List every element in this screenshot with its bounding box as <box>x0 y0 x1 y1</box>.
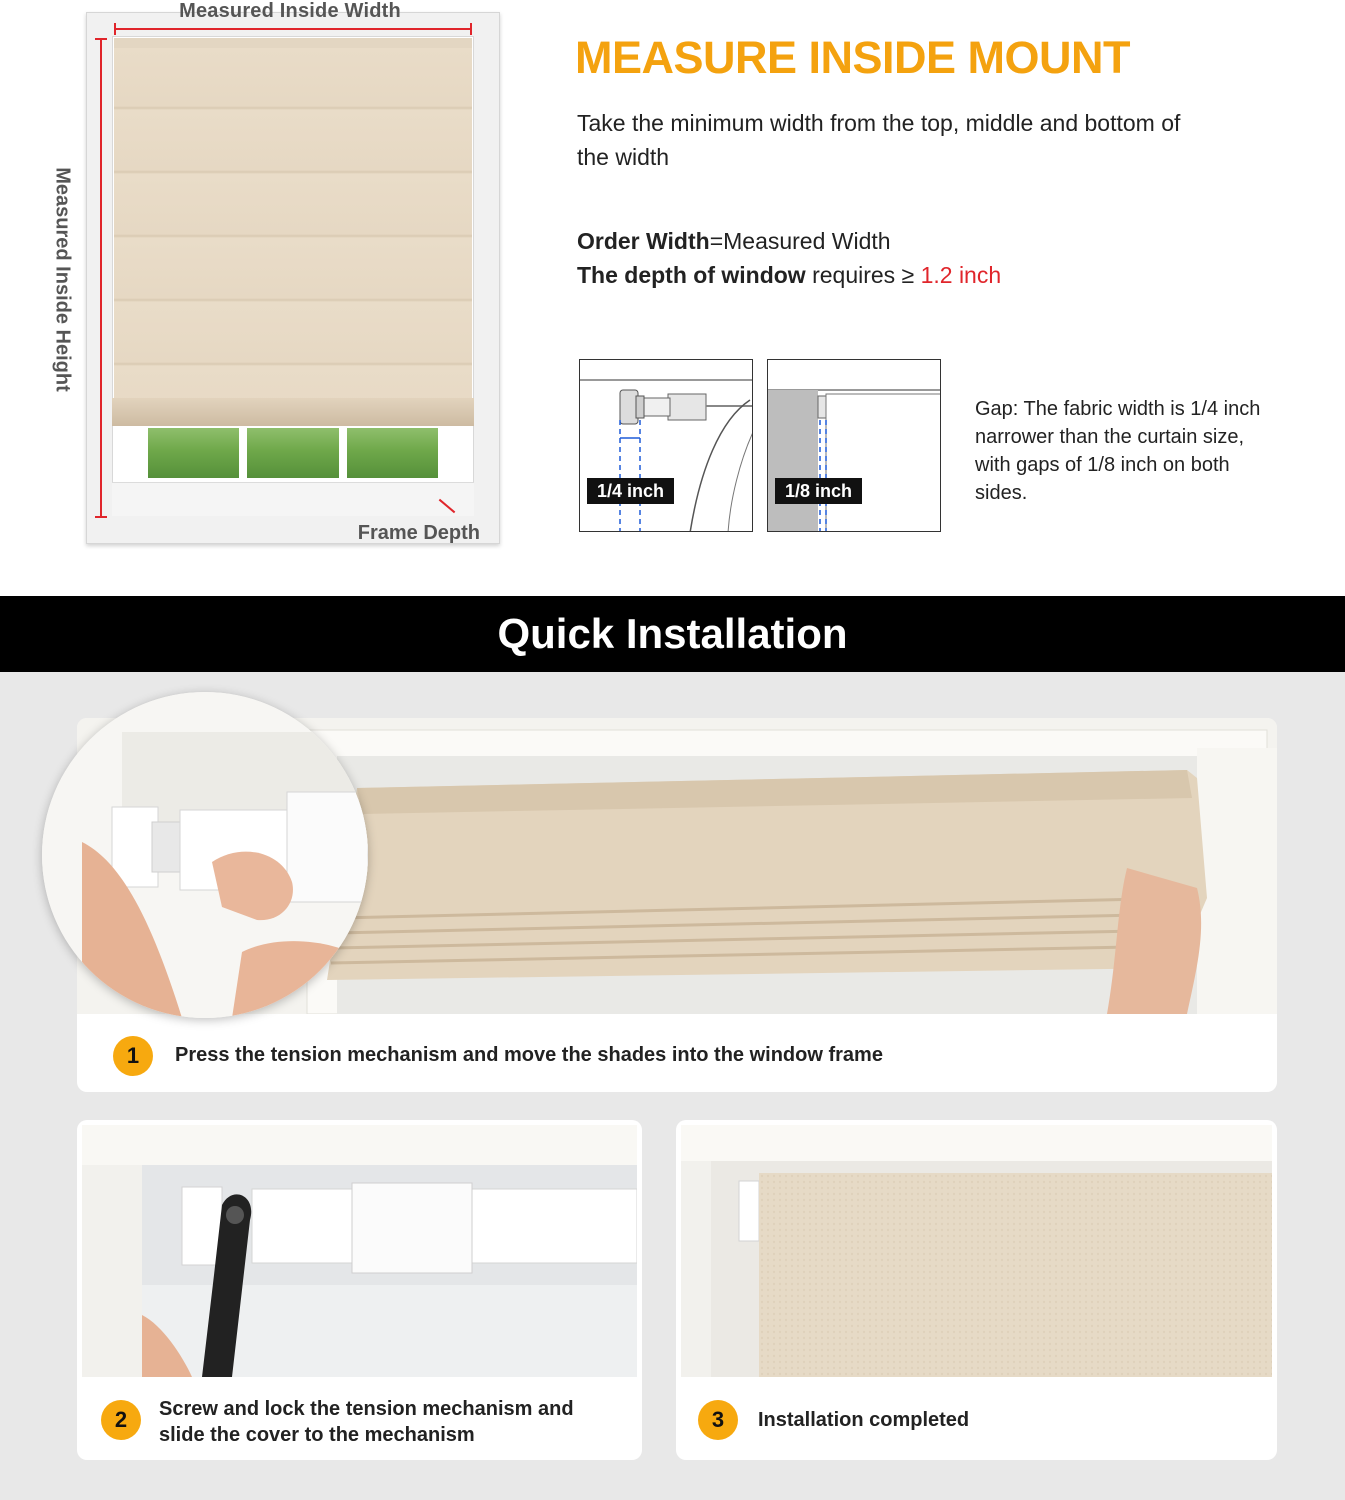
order-width-line <box>577 224 1001 258</box>
closeup-photo <box>42 692 368 1018</box>
gap-diagram-eighth-inch <box>767 359 941 532</box>
height-dimension-line <box>100 38 102 518</box>
window-panes <box>144 424 442 482</box>
install-step-3-card <box>676 1120 1277 1460</box>
gap-explanation-text: Gap: The fabric width is 1/4 inch narrower than the curtain size, with gaps of 1/8 inch on both sides. <box>975 398 1261 504</box>
window-sill <box>112 482 474 516</box>
step-3-photo <box>681 1125 1272 1377</box>
lock-mechanism-photo <box>82 1125 637 1377</box>
window-depth-label: The depth of window <box>577 262 806 288</box>
step-1-text: Press the tension mechanism and move the shades into the window frame <box>175 1044 883 1066</box>
gap-diagram-quarter-inch <box>579 359 753 532</box>
order-width-label: Order Width <box>577 228 710 254</box>
window-pane <box>347 428 438 478</box>
frame-depth-label: Frame Depth <box>357 522 480 544</box>
shade-bottom-fold <box>112 398 474 426</box>
quick-installation-title: Quick Installation <box>497 610 848 657</box>
quarter-inch-tag: 1/4 inch <box>587 478 674 504</box>
window-pane <box>148 428 239 478</box>
order-formula <box>577 224 1001 292</box>
measure-intro-text: Take the minimum width from the top, middle and bottom of the width <box>577 110 1181 170</box>
measure-section <box>0 0 1345 596</box>
install-step-2-card <box>77 1120 642 1460</box>
window-pane <box>247 428 338 478</box>
step-2-badge: 2 <box>101 1400 141 1440</box>
frame-gap-diagram <box>768 360 941 532</box>
roman-shade-illustration <box>114 46 472 422</box>
quick-installation-banner <box>0 596 1345 672</box>
tension-mechanism-closeup <box>42 692 368 1018</box>
window-depth-text: requires ≥ <box>805 262 921 288</box>
measured-height-label: Measured Inside Height <box>51 167 74 392</box>
step-2-text: Screw and lock the tension mechanism and slide the cover to the mechanism <box>159 1398 574 1446</box>
window-depth-value: 1.2 inch <box>920 262 1002 288</box>
measured-width-label: Measured Inside Width <box>179 0 401 22</box>
step-3-badge: 3 <box>698 1400 738 1440</box>
order-width-value: =Measured Width <box>709 228 891 254</box>
window-depth-line <box>577 258 1001 292</box>
step-3-text: Installation completed <box>758 1409 970 1431</box>
step-2-photo <box>82 1125 637 1377</box>
step-1-badge: 1 <box>113 1036 153 1076</box>
installed-shade-photo <box>681 1125 1272 1377</box>
tension-rod-diagram <box>580 360 753 532</box>
eighth-inch-tag: 1/8 inch <box>775 478 862 504</box>
measure-heading: MEASURE INSIDE MOUNT <box>575 32 1131 83</box>
width-dimension-line <box>114 28 472 30</box>
shade-headrail <box>114 38 472 48</box>
